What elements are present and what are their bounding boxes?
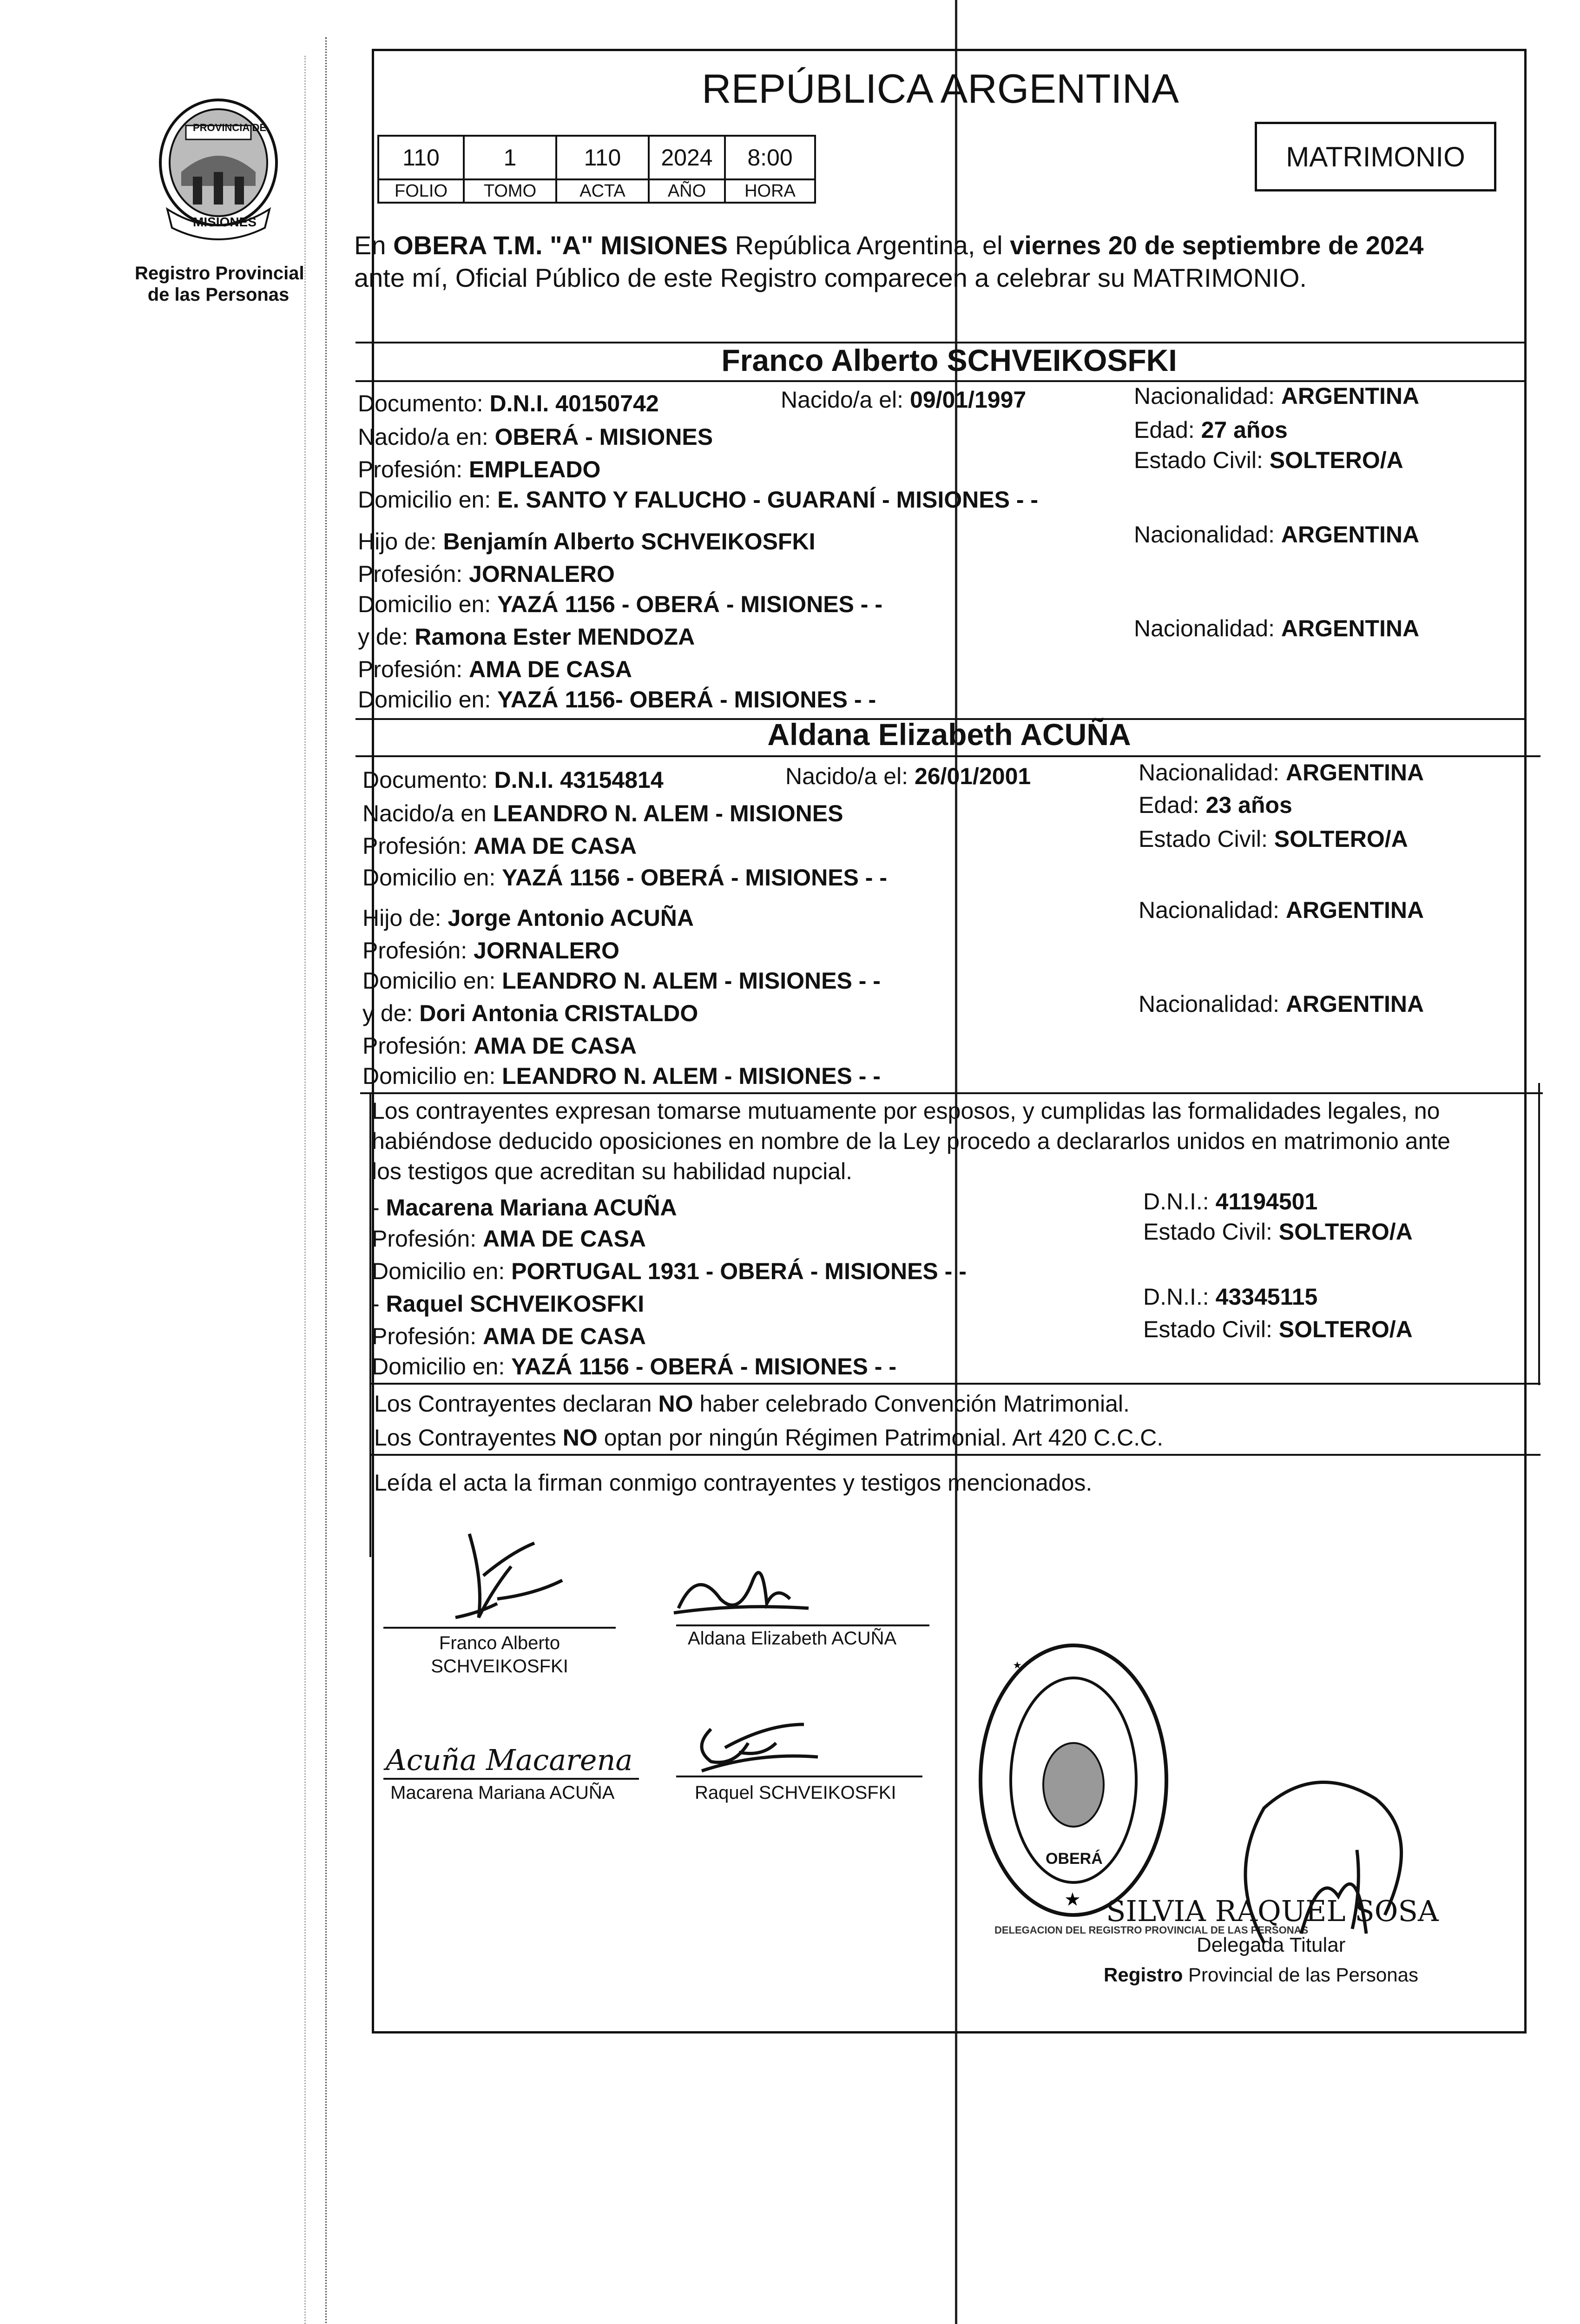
intro-date: viernes 20 de septiembre de 2024 bbox=[1010, 231, 1424, 260]
label: Profesión: bbox=[362, 938, 474, 964]
spouse2-father-nacionalidad bbox=[1139, 896, 1424, 924]
logo-text-bottom: MISIONES bbox=[193, 215, 257, 229]
official-title: Delegada Titular bbox=[1197, 1934, 1346, 1956]
bold: NO bbox=[658, 1391, 693, 1417]
spouse2-domicilio bbox=[362, 864, 887, 891]
label: Nacionalidad: bbox=[1134, 383, 1281, 409]
label: D.N.I.: bbox=[1143, 1188, 1216, 1215]
line1: Franco Alberto bbox=[439, 1633, 560, 1653]
text: haber celebrado Convención Matrimonial. bbox=[693, 1391, 1130, 1417]
bold: NO bbox=[562, 1425, 598, 1451]
label: Nacionalidad: bbox=[1139, 991, 1286, 1017]
label: Nacionalidad: bbox=[1134, 615, 1281, 641]
value: ARGENTINA bbox=[1281, 383, 1420, 409]
folio-label: FOLIO bbox=[378, 179, 464, 203]
intro-line2: ante mí, Oficial Público de este Registro comparecen a celebrar su MATRIMONIO. bbox=[354, 263, 1307, 292]
label: Domicilio en: bbox=[362, 1063, 502, 1089]
divider bbox=[369, 1383, 1540, 1385]
value: 41194501 bbox=[1215, 1188, 1318, 1215]
value: 27 años bbox=[1201, 417, 1288, 443]
signature-label-raquel: Raquel SCHVEIKOSFKI bbox=[695, 1783, 896, 1803]
margin-dotted-line bbox=[325, 37, 328, 2324]
witness1-profesion bbox=[372, 1225, 646, 1253]
spouse2-name: Aldana Elizabeth ACUÑA bbox=[767, 717, 1131, 752]
value: 09/01/1997 bbox=[909, 387, 1027, 413]
label: Domicilio en: bbox=[358, 687, 498, 713]
label: Documento: bbox=[362, 767, 494, 793]
label: Profesión: bbox=[358, 656, 469, 682]
label: Domicilio en: bbox=[358, 591, 498, 617]
spouse1-mother-domicilio bbox=[358, 686, 876, 713]
spouse2-nacido-en bbox=[362, 799, 843, 827]
signature-line bbox=[383, 1627, 616, 1629]
signatures-intro: Leída el acta la firman conmigo contrayentes y testigos mencionados. bbox=[374, 1470, 1093, 1496]
value: 23 años bbox=[1205, 792, 1292, 818]
witness1-estado-civil bbox=[1143, 1218, 1413, 1246]
label: Domicilio en: bbox=[358, 487, 498, 513]
registry-name-line2: de las Personas bbox=[147, 284, 290, 305]
witness2-dni bbox=[1143, 1283, 1317, 1311]
signature-line bbox=[676, 1776, 922, 1777]
label: Nacionalidad: bbox=[1134, 522, 1281, 548]
label: D.N.I.: bbox=[1143, 1284, 1216, 1310]
folio-table bbox=[377, 135, 816, 204]
value: Raquel SCHVEIKOSFKI bbox=[386, 1291, 645, 1317]
value: YAZÁ 1156- OBERÁ - MISIONES - - bbox=[497, 687, 876, 713]
witness2-profesion bbox=[372, 1322, 646, 1350]
witness1-name: - Macarena Mariana ACUÑA bbox=[372, 1195, 677, 1221]
label: Profesión: bbox=[362, 1033, 474, 1059]
value: Dori Antonia CRISTALDO bbox=[419, 1000, 698, 1026]
witness1-domicilio bbox=[372, 1257, 967, 1285]
spouse1-domicilio bbox=[358, 486, 1038, 514]
value: OBERÁ - MISIONES bbox=[494, 424, 713, 450]
intro-place: OBERA T.M. "A" MISIONES bbox=[393, 231, 728, 260]
svg-text:★: ★ bbox=[1013, 1656, 1022, 1672]
label: y de: bbox=[362, 1000, 420, 1026]
value: D.N.I. 40150742 bbox=[489, 390, 659, 416]
label: Nacionalidad: bbox=[1139, 759, 1286, 786]
value: YAZÁ 1156 - OBERÁ - MISIONES - - bbox=[511, 1353, 896, 1380]
signature-scribble-raquel bbox=[683, 1710, 832, 1785]
record-type-box: MATRIMONIO bbox=[1255, 122, 1496, 191]
label: Nacido/a el: bbox=[785, 763, 915, 789]
section-border-right bbox=[1538, 1083, 1540, 1385]
spouse2-profesion bbox=[362, 832, 637, 860]
intro-middle: República Argentina, el bbox=[728, 231, 1010, 260]
anio-value: 2024 bbox=[649, 136, 725, 179]
label: Edad: bbox=[1134, 417, 1201, 443]
label: Profesión: bbox=[372, 1323, 483, 1349]
label: Estado Civil: bbox=[1143, 1219, 1279, 1245]
text: optan por ningún Régimen Patrimonial. Art 420 C.C.C. bbox=[597, 1425, 1164, 1451]
value: YAZÁ 1156 - OBERÁ - MISIONES - - bbox=[502, 865, 887, 891]
spouse1-edad bbox=[1134, 416, 1288, 444]
divider bbox=[369, 1454, 1540, 1456]
spouse1-father-domicilio bbox=[358, 590, 882, 618]
text: Los Contrayentes bbox=[374, 1425, 563, 1451]
value: YAZÁ 1156 - OBERÁ - MISIONES - - bbox=[497, 591, 882, 617]
spouse2-father-profesion bbox=[362, 937, 619, 964]
folio-value: 110 bbox=[378, 136, 464, 179]
value: AMA DE CASA bbox=[474, 1033, 637, 1059]
value: ARGENTINA bbox=[1281, 522, 1420, 548]
value: 26/01/2001 bbox=[914, 763, 1031, 789]
label: Estado Civil: bbox=[1143, 1316, 1279, 1342]
spouse2-father-domicilio bbox=[362, 967, 881, 995]
convention-line2 bbox=[374, 1424, 1163, 1452]
signature-label-macarena: Macarena Mariana ACUÑA bbox=[390, 1783, 615, 1803]
registry-name bbox=[135, 263, 302, 305]
value: 43345115 bbox=[1215, 1284, 1318, 1310]
registry-name-line1: Registro Provincial bbox=[135, 263, 304, 284]
value: JORNALERO bbox=[474, 938, 619, 964]
label: Estado Civil: bbox=[1139, 826, 1274, 852]
value: E. SANTO Y FALUCHO - GUARANÍ - MISIONES - - bbox=[497, 487, 1039, 513]
label: Profesión: bbox=[358, 561, 469, 587]
value: SOLTERO/A bbox=[1278, 1316, 1413, 1342]
spouse1-mother-profesion bbox=[358, 655, 632, 683]
divider bbox=[356, 755, 1540, 757]
value: D.N.I. 43154814 bbox=[494, 767, 664, 793]
spouse2-mother bbox=[362, 999, 698, 1027]
declaration-line3: los testigos que acreditan su habilidad nupcial. bbox=[372, 1158, 853, 1184]
spouse2-mother-profesion bbox=[362, 1032, 637, 1060]
country-title: REPÚBLICA ARGENTINA bbox=[702, 66, 1179, 112]
official-registry bbox=[1104, 1964, 1418, 1986]
anio-label: AÑO bbox=[649, 179, 725, 203]
text: Los Contrayentes declaran bbox=[374, 1391, 658, 1417]
label: Nacido/a el: bbox=[781, 387, 910, 413]
signature-scribble-macarena: Acuña Macarena bbox=[386, 1743, 633, 1777]
witness1-dni bbox=[1143, 1188, 1317, 1215]
spouse1-mother bbox=[358, 623, 695, 651]
official-name: SILVIA RAQUEL SOSA bbox=[1106, 1894, 1439, 1928]
value: LEANDRO N. ALEM - MISIONES bbox=[493, 800, 843, 826]
label: Hijo de: bbox=[358, 528, 443, 555]
value: AMA DE CASA bbox=[469, 656, 632, 682]
label: Documento: bbox=[358, 390, 490, 416]
spouse1-nacionalidad bbox=[1134, 382, 1419, 410]
signature-label-franco bbox=[383, 1631, 616, 1678]
spouse1-mother-nacionalidad bbox=[1134, 614, 1419, 642]
spouse1-documento bbox=[358, 390, 659, 417]
spouse2-nacido-el bbox=[785, 762, 1031, 790]
spouse1-name: Franco Alberto SCHVEIKOSFKI bbox=[721, 343, 1177, 377]
signature-scribble-aldana bbox=[669, 1548, 827, 1627]
declaration-line2: habiéndose deducido oposiciones en nombre de la Ley procedo a declararlos unidos en matrimonio ante bbox=[372, 1128, 1450, 1154]
stamp-caption: DELEGACION DEL REGISTRO PROVINCIAL DE LAS PERSONAS bbox=[994, 1924, 1309, 1936]
spouse2-father bbox=[362, 904, 694, 932]
label: Hijo de: bbox=[362, 905, 448, 931]
province-logo bbox=[149, 93, 288, 246]
label: Domicilio en: bbox=[372, 1258, 512, 1284]
value: SOLTERO/A bbox=[1278, 1219, 1413, 1245]
value: SOLTERO/A bbox=[1269, 447, 1403, 473]
spouse2-nacionalidad bbox=[1139, 759, 1424, 786]
value: PORTUGAL 1931 - OBERÁ - MISIONES - - bbox=[511, 1258, 967, 1284]
acta-value: 110 bbox=[556, 136, 649, 179]
label: Estado Civil: bbox=[1134, 447, 1270, 473]
label: y de: bbox=[358, 624, 415, 650]
value: Benjamín Alberto SCHVEIKOSFKI bbox=[443, 528, 816, 555]
spouse1-nacido-en bbox=[358, 423, 713, 451]
value: ARGENTINA bbox=[1285, 897, 1424, 923]
value: AMA DE CASA bbox=[483, 1323, 646, 1349]
label: Profesión: bbox=[372, 1226, 483, 1252]
witness2-domicilio bbox=[372, 1353, 896, 1380]
section-border-left bbox=[369, 1092, 371, 1557]
label: Domicilio en: bbox=[372, 1353, 512, 1380]
spouse1-father-profesion bbox=[358, 560, 615, 588]
tomo-label: TOMO bbox=[464, 179, 556, 203]
acta-label: ACTA bbox=[556, 179, 649, 203]
value: EMPLEADO bbox=[469, 456, 601, 482]
signature-label-aldana: Aldana Elizabeth ACUÑA bbox=[688, 1628, 897, 1649]
bold: Registro bbox=[1104, 1964, 1183, 1986]
value: AMA DE CASA bbox=[483, 1226, 646, 1252]
tomo-value: 1 bbox=[464, 136, 556, 179]
value: ARGENTINA bbox=[1281, 615, 1420, 641]
spouse1-father-nacionalidad bbox=[1134, 521, 1419, 548]
intro-line1 bbox=[354, 230, 1423, 261]
divider bbox=[360, 1092, 1543, 1094]
spouse1-nacido-el bbox=[781, 386, 1026, 414]
label: Domicilio en: bbox=[362, 865, 502, 891]
value: Ramona Ester MENDOZA bbox=[415, 624, 695, 650]
stamp-city: OBERÁ bbox=[1046, 1850, 1103, 1868]
intro-prefix: En bbox=[354, 231, 394, 260]
value: SOLTERO/A bbox=[1274, 826, 1408, 852]
spouse2-documento bbox=[362, 766, 664, 794]
witness2-estado-civil bbox=[1143, 1315, 1413, 1343]
svg-text:★: ★ bbox=[1064, 1889, 1081, 1910]
text: Provincial de las Personas bbox=[1183, 1964, 1418, 1986]
value: Macarena Mariana ACUÑA bbox=[386, 1195, 677, 1221]
label: Nacionalidad: bbox=[1139, 897, 1286, 923]
spouse2-mother-domicilio bbox=[362, 1062, 881, 1090]
value: JORNALERO bbox=[469, 561, 615, 587]
spouse2-estado-civil bbox=[1139, 825, 1408, 853]
official-stamp bbox=[976, 1641, 1171, 1920]
signature-line bbox=[383, 1778, 639, 1780]
label: Nacido/a en: bbox=[358, 424, 495, 450]
spouse2-mother-nacionalidad bbox=[1139, 990, 1424, 1018]
hora-value: 8:00 bbox=[725, 136, 815, 179]
value: AMA DE CASA bbox=[474, 833, 637, 859]
value: LEANDRO N. ALEM - MISIONES - - bbox=[502, 1063, 881, 1089]
declaration-line1: Los contrayentes expresan tomarse mutuamente por esposos, y cumplidas las formalidades legales, no bbox=[372, 1098, 1440, 1124]
margin-dotted-line-2 bbox=[304, 56, 307, 2324]
spouse1-profesion bbox=[358, 456, 600, 483]
value: ARGENTINA bbox=[1285, 759, 1424, 786]
value: LEANDRO N. ALEM - MISIONES - - bbox=[502, 968, 881, 994]
label: Nacido/a en bbox=[362, 800, 493, 826]
logo-text-top: PROVINCIA DE bbox=[193, 122, 267, 133]
label: Edad: bbox=[1139, 792, 1206, 818]
spouse1-father bbox=[358, 528, 815, 555]
witness2-name: - Raquel SCHVEIKOSFKI bbox=[372, 1291, 645, 1317]
hora-label: HORA bbox=[725, 179, 815, 203]
label: Profesión: bbox=[358, 456, 469, 482]
signature-scribble-franco bbox=[441, 1525, 595, 1636]
value: Jorge Antonio ACUÑA bbox=[448, 905, 694, 931]
spouse2-edad bbox=[1139, 791, 1292, 819]
spouse1-estado-civil bbox=[1134, 446, 1403, 474]
convention-line1 bbox=[374, 1390, 1130, 1418]
line2: SCHVEIKOSFKI bbox=[431, 1656, 568, 1677]
label: Domicilio en: bbox=[362, 968, 502, 994]
label: Profesión: bbox=[362, 833, 474, 859]
signature-line bbox=[676, 1624, 929, 1626]
value: ARGENTINA bbox=[1285, 991, 1424, 1017]
